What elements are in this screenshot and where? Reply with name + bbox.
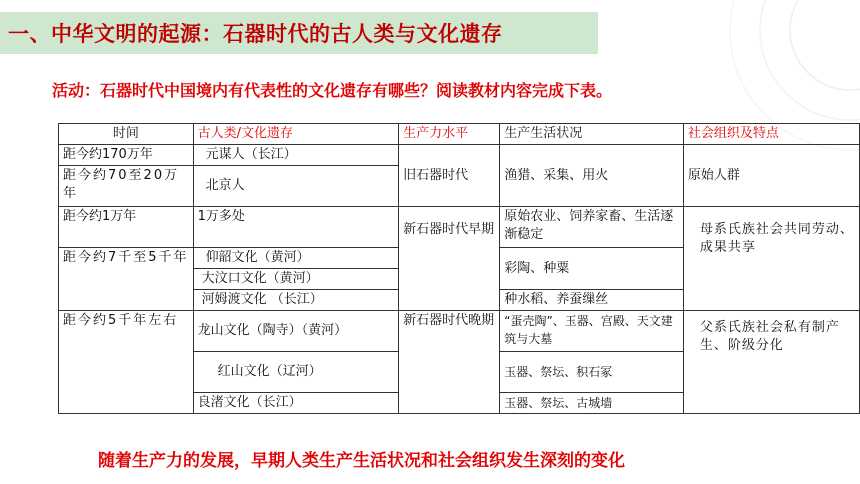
time-cell: 距今约7千至5千年	[59, 248, 194, 311]
header-site: 古人类/文化遗存	[193, 124, 398, 145]
time-cell: 距今约170万年	[59, 145, 194, 166]
productivity-cell: 新石器时代早期	[399, 207, 500, 311]
life-cell: 原始农业、饲养家畜、生活逐渐稳定	[500, 207, 684, 248]
life-cell: 渔猎、采集、用火	[500, 145, 684, 207]
table-row	[59, 145, 860, 166]
life-cell: 彩陶、种粟	[500, 248, 684, 290]
time-cell: 距今约1万年	[59, 207, 194, 248]
conclusion-text: 随着生产力的发展，早期人类生产生活状况和社会组织发生深刻的变化	[98, 451, 625, 471]
header-life: 生产生活状况	[500, 124, 684, 145]
time-cell: 距今约70至20万年	[59, 166, 194, 207]
society-cell: 原始人群	[683, 145, 859, 207]
life-cell: “蛋壳陶”、玉器、宫殿、天文建筑与大墓	[500, 311, 684, 352]
life-cell: 玉器、祭坛、积石冢	[500, 352, 684, 393]
site-cell: 河姆渡文化 （长江）	[193, 290, 398, 311]
header-society: 社会组织及特点	[683, 124, 859, 145]
header-productivity: 生产力水平	[399, 124, 500, 145]
life-cell: 玉器、祭坛、古城墙	[500, 393, 684, 414]
site-cell: 大汶口文化（黄河）	[193, 269, 398, 290]
table-row	[59, 207, 860, 248]
activity-prompt: 活动：石器时代中国境内有代表性的文化遗存有哪些？阅读教材内容完成下表。	[52, 81, 613, 100]
site-cell: 龙山文化（陶寺）（黄河）	[193, 311, 398, 352]
productivity-cell: 新石器时代晚期	[399, 311, 500, 414]
page-title: 一、中华文明的起源：石器时代的古人类与文化遗存	[8, 22, 503, 46]
site-cell: 北京人	[193, 166, 398, 207]
site-cell: 1万多处	[193, 207, 398, 248]
society-cell: 父系氏族社会私有制产生、阶级分化	[683, 311, 859, 414]
stone-age-table	[58, 123, 860, 414]
table-header-row	[59, 124, 860, 145]
site-cell: 良渚文化（长江）	[193, 393, 398, 414]
header-time: 时间	[59, 124, 194, 145]
table-row	[59, 311, 860, 352]
site-cell: 元谋人（长江）	[193, 145, 398, 166]
site-cell: 红山文化（辽河）	[193, 352, 398, 393]
site-cell: 仰韶文化（黄河）	[193, 248, 398, 269]
society-cell: 母系氏族社会共同劳动、成果共享	[683, 207, 859, 311]
time-cell: 距今约5千年左右	[59, 311, 194, 414]
title-banner	[0, 12, 598, 54]
life-cell: 种水稻、养蚕缫丝	[500, 290, 684, 311]
productivity-cell: 旧石器时代	[399, 145, 500, 207]
